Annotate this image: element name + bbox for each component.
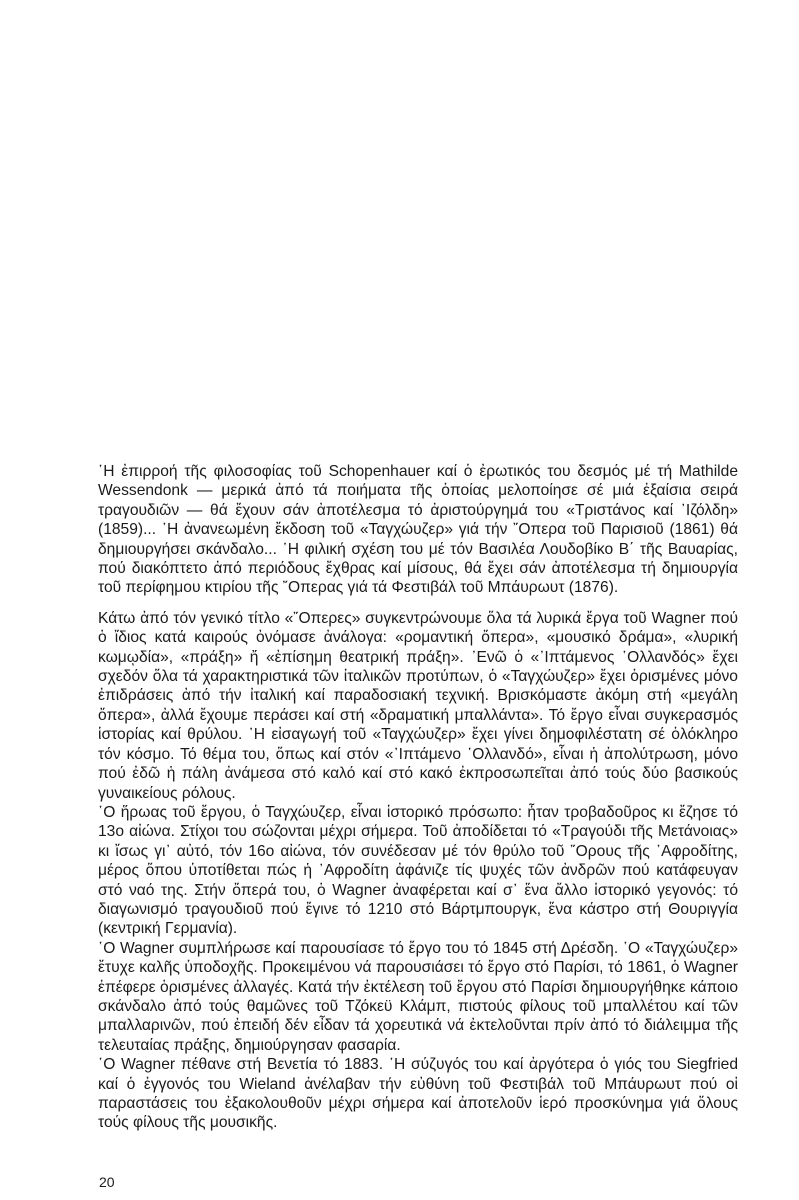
body-text bbox=[98, 462, 738, 1133]
paragraph-operas-overview: Κάτω ἀπό τόν γενικό τίτλο «῎Οπερες» συγκεντρώνουμε ὅλα τά λυρικά ἔργα τοῦ Wagner πού ὁ ἴδιος κατά καιρούς ὀνόμασε ἀνάλογα: «ρομαντική ὄπερα», «μουσικό δράμα», «λυρική κωμῳδία», «πράξη» ἤ «ἐπίσημη θεατρική πράξη». ᾽Ενῶ ὁ «᾽Ιπτάμενος ῾Ολλανδός» ἔχει σχεδόν ὅλα τά χαρακτηριστικά τῶν ἰταλικῶν προτύπων, ὁ «Ταγχώυζερ» ἔχει ὁρισμένες μόνο ἐπιδράσεις ἀπό τήν ἰταλική καί παραδοσιακή τεχνική. Βρισκόμαστε ἀκόμη στή «μεγάλη ὄπερα», ἀλλά ἔχουμε περάσει καί στή «δραματική μπαλλάντα». Τό ἔργο εἶναι συγκερασμός ἱστορίας καί θρύλου. ῾Η εἰσαγωγή τοῦ «Ταγχώυζερ» ἔχει γίνει δημοφιλέστατη σέ ὁλόκληρο τόν κόσμο. Τό θέμα του, ὅπως καί στόν «᾽Ιπτάμενο ῾Ολλανδό», εἶναι ἡ ἀπολύτρωση, μόνο πού ἐδῶ ἡ πάλη ἀνάμεσα στό καλό καί στό κακό ἐκπροσωπεῖται ἀπό τούς δύο βασικούς γυναικείους ρόλους. bbox=[98, 609, 738, 802]
paragraph-wagner-death-legacy: ῾Ο Wagner πέθανε στή Βενετία τό 1883. ῾Η σύζυγός του καί ἀργότερα ὁ γιός του Siegfried καί ὁ ἐγγονός του Wieland ἀνέλαβαν τήν εὐθύνη τοῦ Φεστιβάλ τοῦ Μπάυρωυτ πού οἱ παραστάσεις του ἐξακολουθοῦν μέχρι σήμερα καί ἀποτελοῦν ἱερό προσκύνημα γιά ὅλους τούς φίλους τῆς μουσικῆς. bbox=[98, 1056, 738, 1132]
paragraph-schopenhauer-influence: ῾Η ἐπιρροή τῆς φιλοσοφίας τοῦ Schopenhauer καί ὁ ἐρωτικός του δεσμός μέ τή Mathilde Wessendonk — μερικά ἀπό τά ποιήματα τῆς ὁποίας μελοποίησε σέ μιά ἐξαίσια σειρά τραγουδιῶν — θά ἔχουν σάν ἀποτέλεσμα τό ἀριστούργημά του «Τριστάνος καί ᾽Ιζόλδη» (1859)... ῾Η ἀνανεωμένη ἔκδοση τοῦ «Ταγχώυζερ» γιά τήν ῎Οπερα τοῦ Παρισιοῦ (1861) θά δημιουργήσει σκάνδαλο... ῾Η φιλική σχέση του μέ τόν Βασιλέα Λουδοβίκο Β΄ τῆς Βαυαρίας, πού διακόπτετο ἀπό περιόδους ἔχθρας καί μίσους, θά ἔχει σάν ἀποτέλεσμα τή δημιουργία τοῦ περίφημου κτιρίου τῆς ῎Οπερας γιά τά Φεστιβάλ τοῦ Μπάυρωυτ (1876). bbox=[98, 463, 738, 597]
paragraph-dresden-paris-premiere: ῾Ο Wagner συμπλήρωσε καί παρουσίασε τό ἔργο του τό 1845 στή Δρέσδη. ῾Ο «Ταγχώυζερ» ἔτυχε καλῆς ὑποδοχῆς. Προκειμένου νά παρουσιάσει τό ἔργο στό Παρίσι, τό 1861, ὁ Wagner ἐπέφερε ὁρισμένες ἀλλαγές. Κατά τήν ἐκτέλεση τοῦ ἔργου στό Παρίσι δημιουργήθηκε κάποιο σκάνδαλο ἀπό τούς θαμῶνες τοῦ Τζόκεϋ Κλάμπ, πιστούς φίλους τοῦ μπαλλέτου καί τῶν μπαλλαρινῶν, πού ἐπειδή δέν εἶδαν τά χορευτικά νά ἐκτελοῦνται πρίν ἀπό τό διάλειμμα τῆς τελευταίας πράξης, δημιούργησαν φασαρία. bbox=[98, 939, 738, 1054]
page-number: 20 bbox=[99, 1174, 115, 1190]
paragraph-tannhauser-hero: ῾Ο ἥρωας τοῦ ἔργου, ὁ Ταγχώυζερ, εἶναι ἱστορικό πρόσωπο: ἦταν τροβαδοῦρος κι ἔζησε τό 13ο αἰώνα. Στίχοι του σώζονται μέχρι σήμερα. Τοῦ ἀποδίδεται τό «Τραγούδι τῆς Μετάνοιας» κι ἴσως γι᾽ αὐτό, τόν 16ο αἰώνα, τόν συνέδεσαν μέ τόν θρύλο τοῦ ῎Ορους τῆς ᾽Αφροδίτης, μέρος ὅπου ὑποτίθεται πώς ἡ ᾽Αφροδίτη ἀφάνιζε τίς ψυχές τῶν ἀνδρῶν πού κατάφευγαν στό ναό της. Στήν ὄπερά του, ὁ Wagner ἀναφέρεται καί σ᾽ ἕνα ἄλλο ἱστορικό γεγονός: τό διαγωνισμό τραγουδιοῦ πού ἔγινε τό 1210 στό Βάρτμπουργκ, ἕνα κάστρο στή Θουριγγία (κεντρική Γερμανία). bbox=[98, 803, 738, 938]
